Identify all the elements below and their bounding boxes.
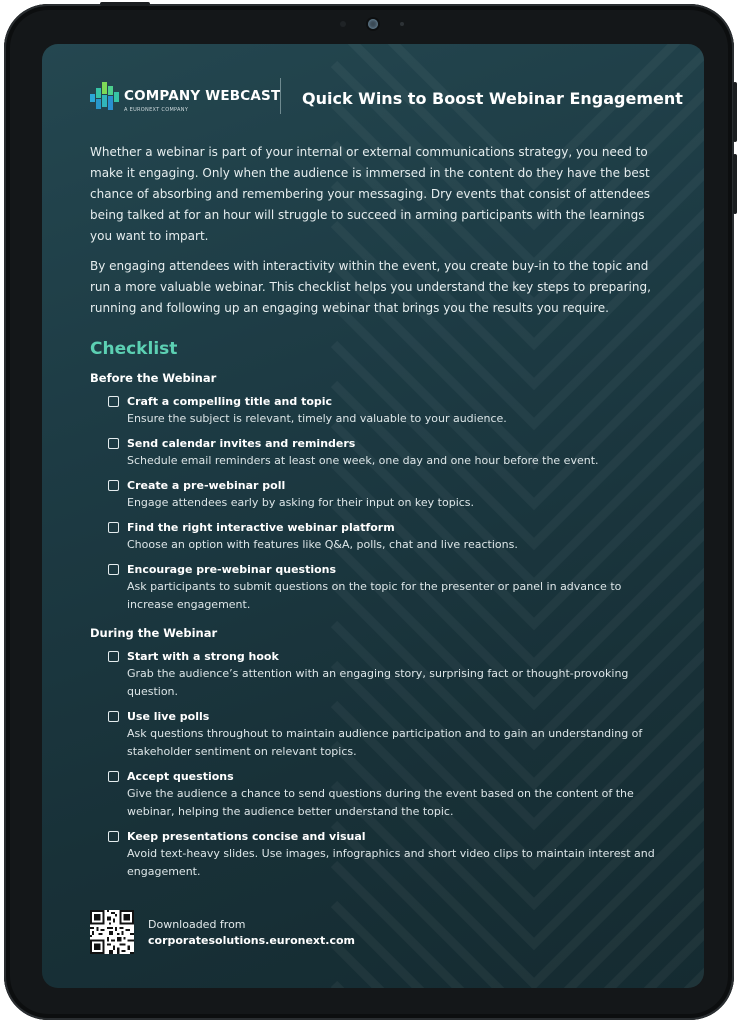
checklist-items (108, 649, 660, 881)
volume-down-button (733, 154, 737, 214)
document-header (90, 80, 704, 120)
item-title: Create a pre-webinar poll (127, 479, 286, 492)
checklist-item (108, 829, 660, 881)
checklist-item (108, 649, 660, 701)
intro-text (90, 142, 660, 319)
item-title: Use live polls (127, 710, 210, 723)
checklist-item (108, 436, 660, 470)
checklist-item (108, 520, 660, 554)
qr-code-icon[interactable] (90, 910, 134, 954)
checklist-items (108, 394, 660, 614)
proximity-sensor (400, 22, 404, 26)
checkbox-icon[interactable] (108, 438, 119, 449)
document-screen (42, 44, 704, 988)
item-title: Start with a strong hook (127, 650, 279, 663)
document-body (90, 142, 660, 893)
page-title: Quick Wins to Boost Webinar Engagement (302, 89, 683, 108)
item-description: Avoid text-heavy slides. Use images, infographics and short video clips to maintain interest and engagement. (127, 847, 655, 878)
item-title: Find the right interactive webinar platform (127, 521, 395, 534)
item-description: Choose an option with features like Q&A, polls, chat and live reactions. (127, 538, 518, 551)
volume-up-button (733, 82, 737, 142)
section-heading: Before the Webinar (90, 371, 217, 385)
checkbox-icon[interactable] (108, 564, 119, 575)
tablet-device (4, 4, 734, 1020)
section-before-webinar (90, 371, 660, 614)
section-during-webinar (90, 626, 660, 881)
checklist-item (108, 478, 660, 512)
item-title: Send calendar invites and reminders (127, 437, 356, 450)
item-description: Ask questions throughout to maintain audience participation and to gain an understanding of stakeholder sentiment on relevant topics. (127, 727, 643, 758)
company-webcast-logo-icon (90, 80, 120, 114)
item-description: Ask participants to submit questions on the topic for the presenter or panel in advance to increase engagement. (127, 580, 622, 611)
intro-paragraph: Whether a webinar is part of your internal or external communications strategy, you need to make it engaging. Only when the audience is immersed in the content do they have the best chance of absorbing and remembering your messaging. Dry events that consist of attendees being talked at for an hour will struggle to succeed in arming participants with the learnings you want to impart. (90, 145, 651, 243)
item-title: Accept questions (127, 770, 234, 783)
front-camera-icon (368, 19, 378, 29)
power-button (100, 2, 150, 6)
checkbox-icon[interactable] (108, 771, 119, 782)
header-divider (280, 78, 281, 114)
item-title: Encourage pre-webinar questions (127, 563, 337, 576)
section-heading: During the Webinar (90, 626, 218, 640)
item-description: Schedule email reminders at least one week, one day and one hour before the event. (127, 454, 599, 467)
item-description: Give the audience a chance to send questions during the event based on the content of the webinar, helping the audience better understand the topic. (127, 787, 634, 818)
checkbox-icon[interactable] (108, 522, 119, 533)
checklist-item (108, 769, 660, 821)
checklist-item (108, 562, 660, 614)
checkbox-icon[interactable] (108, 831, 119, 842)
item-title: Craft a compelling title and topic (127, 395, 333, 408)
checklist-item (108, 394, 660, 428)
item-title: Keep presentations concise and visual (127, 830, 366, 843)
checkbox-icon[interactable] (108, 396, 119, 407)
brand-name: COMPANY WEBCAST (124, 88, 281, 104)
footer-link[interactable]: corporatesolutions.euronext.com (148, 934, 355, 947)
light-sensor (340, 21, 346, 27)
item-description: Grab the audience’s attention with an engaging story, surprising fact or thought-provoking question. (127, 667, 629, 698)
checklist-heading: Checklist (90, 339, 178, 359)
brand-subline: A EURONEXT COMPANY (124, 107, 189, 113)
checkbox-icon[interactable] (108, 651, 119, 662)
item-description: Engage attendees early by asking for their input on key topics. (127, 496, 475, 509)
checkbox-icon[interactable] (108, 711, 119, 722)
footer-label: Downloaded from (148, 918, 246, 931)
checklist-item (108, 709, 660, 761)
checkbox-icon[interactable] (108, 480, 119, 491)
intro-paragraph: By engaging attendees with interactivity within the event, you create buy-in to the topic and run a more valuable webinar. This checklist helps you understand the key steps to preparing, running and following up an engaging webinar that brings you the results you require. (90, 259, 651, 315)
item-description: Ensure the subject is relevant, timely and valuable to your audience. (127, 412, 507, 425)
